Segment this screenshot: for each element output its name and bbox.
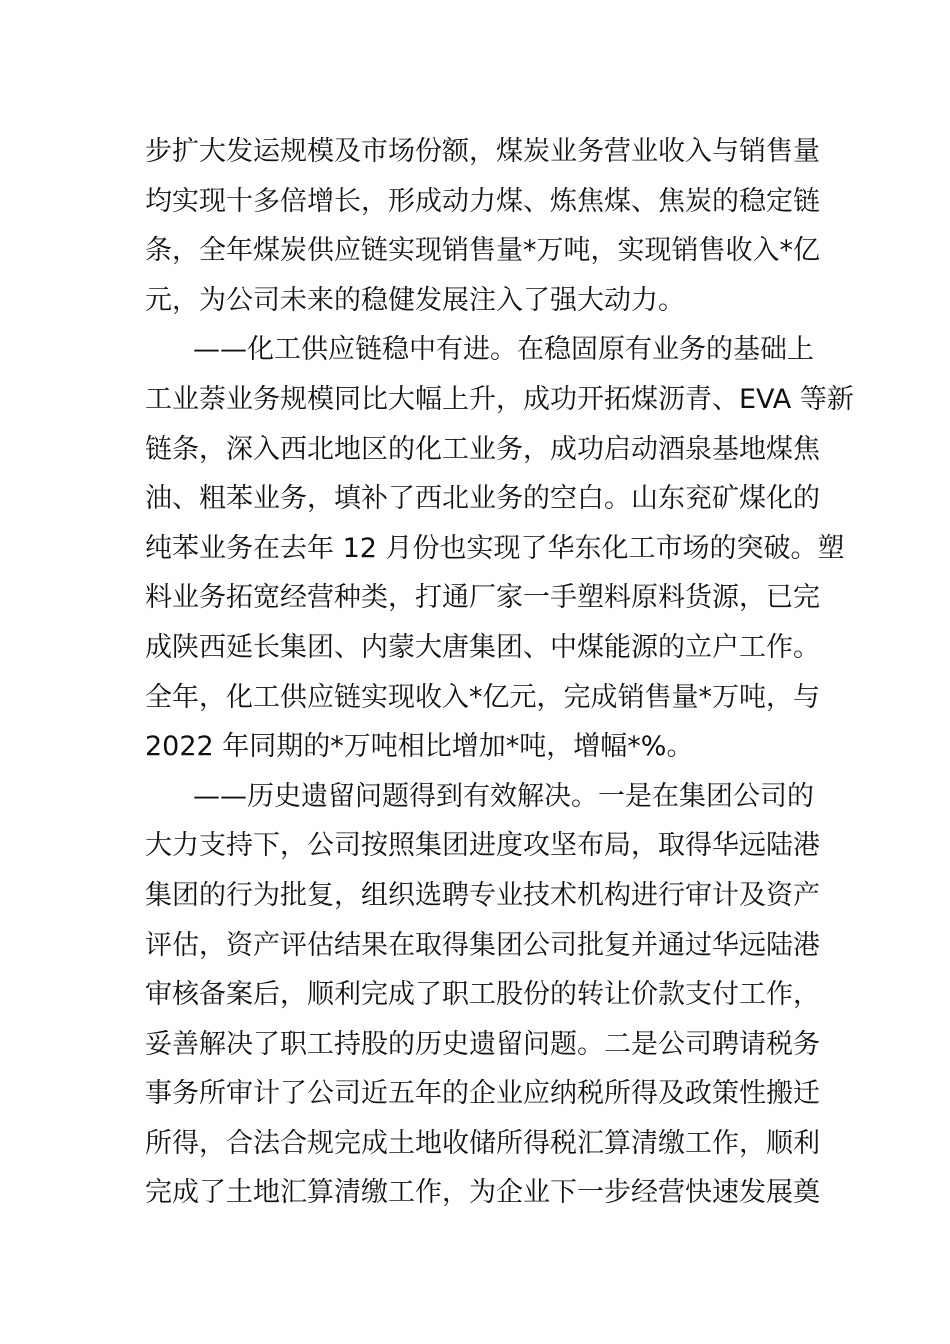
text-line: 纯苯业务在去年 12 月份也实现了华东化工市场的突破。塑 [145, 532, 845, 564]
body-text [145, 127, 854, 1218]
text-line: 妥善解决了职工持股的历史遗留问题。二是公司聘请税务 [145, 1028, 820, 1060]
text-line: 成陕西延长集团、内蒙大唐集团、中煤能源的立户工作。 [145, 631, 820, 663]
text-line: 条，全年煤炭供应链实现销售量*万吨，实现销售收入*亿 [145, 235, 820, 267]
section-heading-line: ——历史遗留问题得到有效解决。一是在集团公司的 [193, 780, 814, 812]
text-line: 集团的行为批复，组织选聘专业技术机构进行审计及资产 [145, 879, 820, 911]
text-line: 料业务拓宽经营种类，打通厂家一手塑料原料货源，已完 [145, 582, 820, 614]
text-line: 链条，深入西北地区的化工业务，成功启动酒泉基地煤焦 [145, 433, 820, 465]
text-line: 油、粗苯业务，填补了西北业务的空白。山东兖矿煤化的 [145, 483, 820, 515]
text-line: 步扩大发运规模及市场份额，煤炭业务营业收入与销售量 [145, 136, 820, 167]
text-line: 大力支持下，公司按照集团进度攻坚布局，取得华远陆港 [145, 830, 820, 862]
text-line: 审核备案后，顺利完成了职工股份的转让价款支付工作， [145, 979, 820, 1011]
text-line: 工业萘业务规模同比大幅上升，成功开拓煤沥青、EVA 等新 [145, 383, 854, 415]
text-line: 均实现十多倍增长，形成动力煤、炼焦煤、焦炭的稳定链 [145, 185, 820, 217]
text-line: 全年，化工供应链实现收入*亿元，完成销售量*万吨，与 [145, 681, 820, 713]
text-line: 事务所审计了公司近五年的企业应纳税所得及政策性搬迁 [145, 1078, 820, 1110]
text-line: 完成了土地汇算清缴工作，为企业下一步经营快速发展奠 [145, 1177, 820, 1209]
text-line: 2022 年同期的*万吨相比增加*吨，增幅*%。 [145, 731, 694, 763]
section-heading-line: ——化工供应链稳中有进。在稳固原有业务的基础上 [193, 334, 814, 366]
text-line: 所得，合法合规完成土地收储所得税汇算清缴工作，顺利 [145, 1127, 820, 1159]
text-line: 评估，资产评估结果在取得集团公司批复并通过华远陆港 [145, 929, 820, 961]
text-line: 元，为公司未来的稳健发展注入了强大动力。 [145, 284, 685, 316]
